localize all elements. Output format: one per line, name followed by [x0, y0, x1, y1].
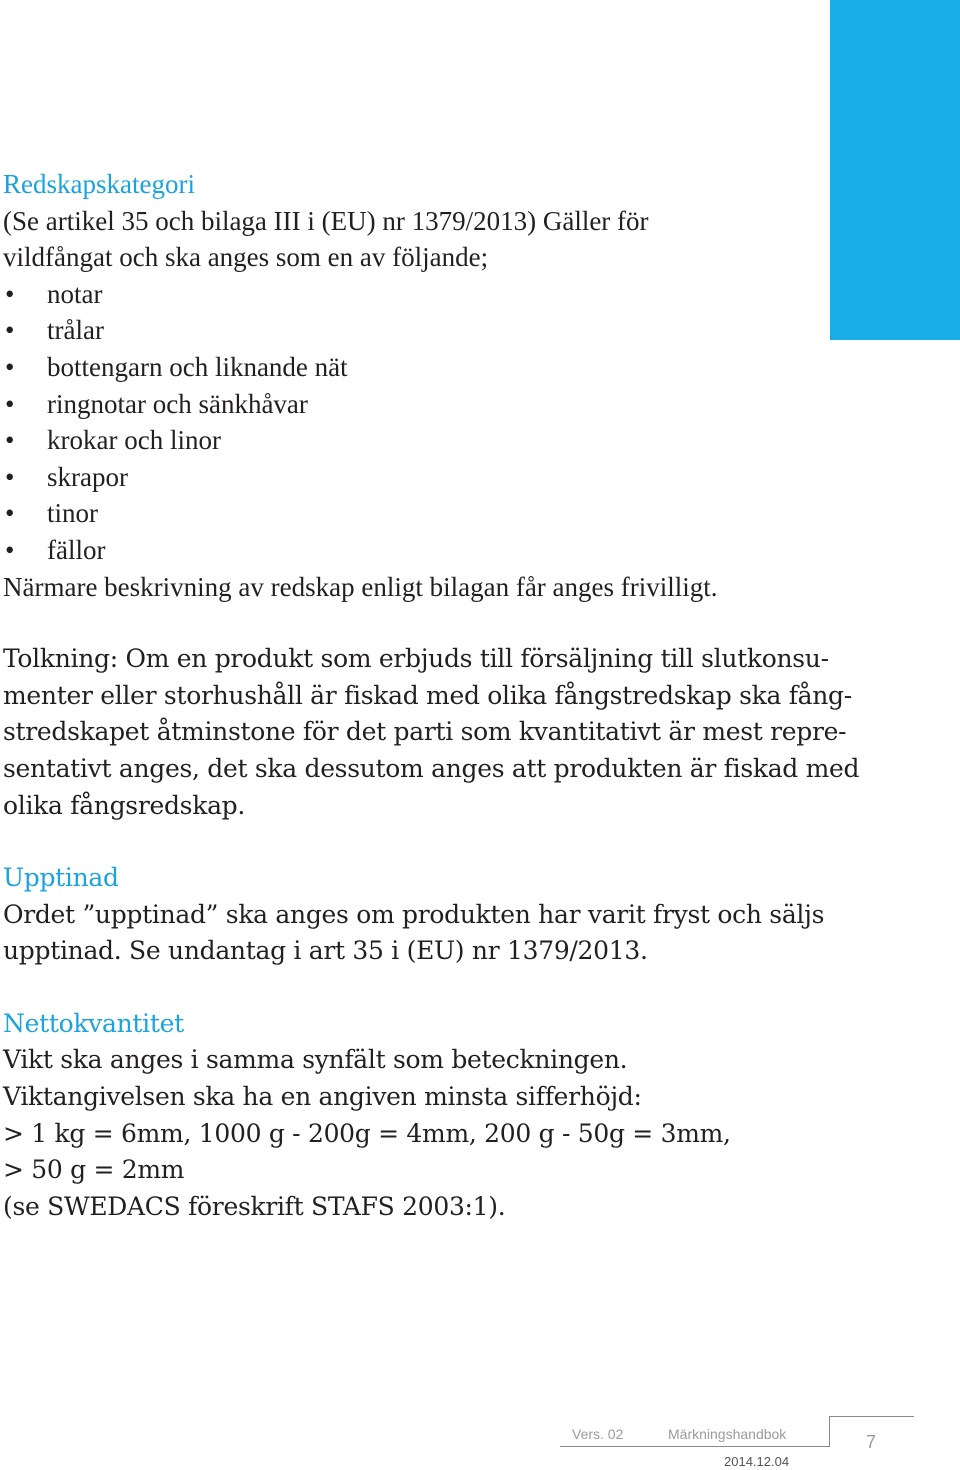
list-item: • krokar och linor [3, 422, 803, 459]
page-content [3, 166, 860, 1225]
intro-line: vildfångat och ska anges som en av följande; [3, 242, 489, 273]
section-redskapskategori [3, 166, 803, 605]
list-item: • tinor [3, 495, 803, 532]
paragraph-line: Ordet ”upptinad” ska anges om produkten har varit fryst och säljs [3, 899, 825, 929]
section-nettokvantitet [3, 1006, 803, 1226]
footer-rule-top [830, 1416, 914, 1417]
gear-category-list [3, 276, 803, 569]
paragraph-line: Viktangivelsen ska ha en angiven minsta sifferhöjd: [3, 1082, 642, 1112]
section-heading: Upptinad [3, 863, 119, 893]
paragraph-line: > 50 g = 2mm [3, 1155, 185, 1185]
paragraph-line: olika fångsredskap. [3, 790, 246, 820]
footer-date: 2014.12.04 [724, 1454, 790, 1469]
section-heading: Nettokvantitet [3, 1008, 184, 1038]
paragraph-line: > 1 kg = 6mm, 1000 g - 200g = 4mm, 200 g - 50g = 3mm, [3, 1118, 731, 1148]
list-item: • fällor [3, 532, 803, 569]
paragraph-line: stredskapet åtminstone för det parti som kvantitativt är mest repre- [3, 717, 847, 747]
section-heading: Redskapskategori [3, 169, 195, 199]
list-item: • skrapor [3, 459, 803, 496]
list-item: • notar [3, 276, 803, 313]
section-upptinad [3, 860, 825, 970]
paragraph-line: (se SWEDACS föreskrift STAFS 2003:1). [3, 1191, 506, 1221]
closing-note: Närmare beskrivning av redskap enligt bilagan får anges frivilligt. [3, 571, 718, 602]
list-item: • bottengarn och liknande nät [3, 349, 803, 386]
section-color-tab [830, 0, 960, 340]
page-number: 7 [866, 1432, 877, 1452]
interpretation-paragraph [3, 641, 860, 824]
paragraph-line: Tolkning: Om en produkt som erbjuds till försäljning till slutkonsu- [3, 644, 829, 674]
list-item: • ringnotar och sänkhåvar [3, 386, 803, 423]
footer-rule [560, 1446, 830, 1447]
footer-rule-vertical [829, 1416, 830, 1447]
paragraph-line: sentativt anges, det ska dessutom anges att produkten är fiskad med [3, 753, 860, 783]
page-footer [560, 1412, 920, 1470]
footer-version: Vers. 02 [572, 1426, 624, 1442]
footer-title: Märkningshandbok [668, 1426, 787, 1442]
paragraph-line: Vikt ska anges i samma synfält som beteckningen. [3, 1045, 628, 1075]
paragraph-line: menter eller storhushåll är fiskad med olika fångstredskap ska fång- [3, 680, 852, 710]
paragraph-line: upptinad. Se undantag i art 35 i (EU) nr 1379/2013. [3, 936, 648, 966]
intro-line: (Se artikel 35 och bilaga III i (EU) nr 1379/2013) Gäller för [3, 205, 649, 236]
list-item: • trålar [3, 312, 803, 349]
